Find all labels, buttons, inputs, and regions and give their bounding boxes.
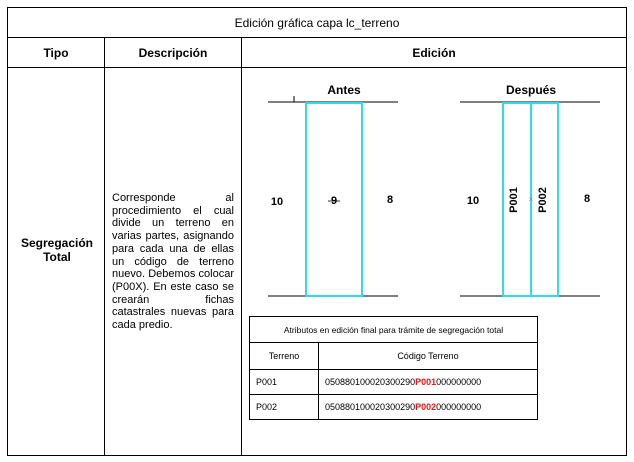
after-parcel-2-label: P002	[537, 187, 549, 213]
after-label: Después	[505, 83, 557, 97]
before-right-value: 8	[386, 194, 394, 206]
after-divider-mark: ×	[528, 195, 534, 204]
tipo-cell: Segregación Total	[20, 236, 94, 264]
code-highlight: P001	[415, 377, 437, 387]
column-divider-1	[104, 37, 105, 456]
code-highlight: P002	[415, 402, 437, 412]
column-header-tipo: Tipo	[43, 46, 69, 60]
code-suffix: 000000000	[436, 377, 482, 387]
attributes-table	[249, 316, 538, 420]
table-row	[250, 395, 538, 420]
before-center-value: 9	[330, 195, 338, 207]
after-right-value: 8	[583, 193, 591, 205]
before-left-value: 10	[270, 196, 284, 208]
code-prefix: 050880100020300290	[325, 377, 416, 387]
attributes-header-terreno: Terreno	[250, 343, 319, 370]
codigo-terreno-cell	[319, 370, 538, 395]
edition-diagram	[242, 68, 626, 314]
table-title-divider	[7, 37, 627, 38]
codigo-terreno-cell	[319, 395, 538, 420]
table-border-top	[7, 7, 627, 8]
table-border-left	[7, 7, 8, 456]
terreno-cell: P002	[250, 395, 319, 420]
before-label: Antes	[327, 83, 361, 97]
column-header-edicion: Edición	[412, 46, 456, 60]
after-parcel-1-label: P001	[508, 187, 520, 213]
column-header-descripcion: Descripción	[138, 46, 208, 60]
code-prefix: 050880100020300290	[325, 402, 416, 412]
descripcion-cell: Corresponde al procedimiento el cual divide un terreno en varias partes, asignando para cada una de ellas un código de terreno nuevo. Debemos colocar (P00X). En este caso se crearán fichas catastrales nuevas para cada predio.	[112, 192, 234, 332]
attributes-caption: Atributos en edición final para trámite de segregación total	[250, 317, 538, 343]
table-row	[250, 370, 538, 395]
table-title: Edición gráfica capa lc_terreno	[234, 16, 400, 30]
code-suffix: 000000000	[436, 402, 482, 412]
table-border-right	[626, 7, 627, 456]
table-border-bottom	[7, 455, 627, 456]
attributes-header-codigo: Código Terreno	[319, 343, 538, 370]
terreno-cell: P001	[250, 370, 319, 395]
after-left-value: 10	[466, 195, 480, 207]
